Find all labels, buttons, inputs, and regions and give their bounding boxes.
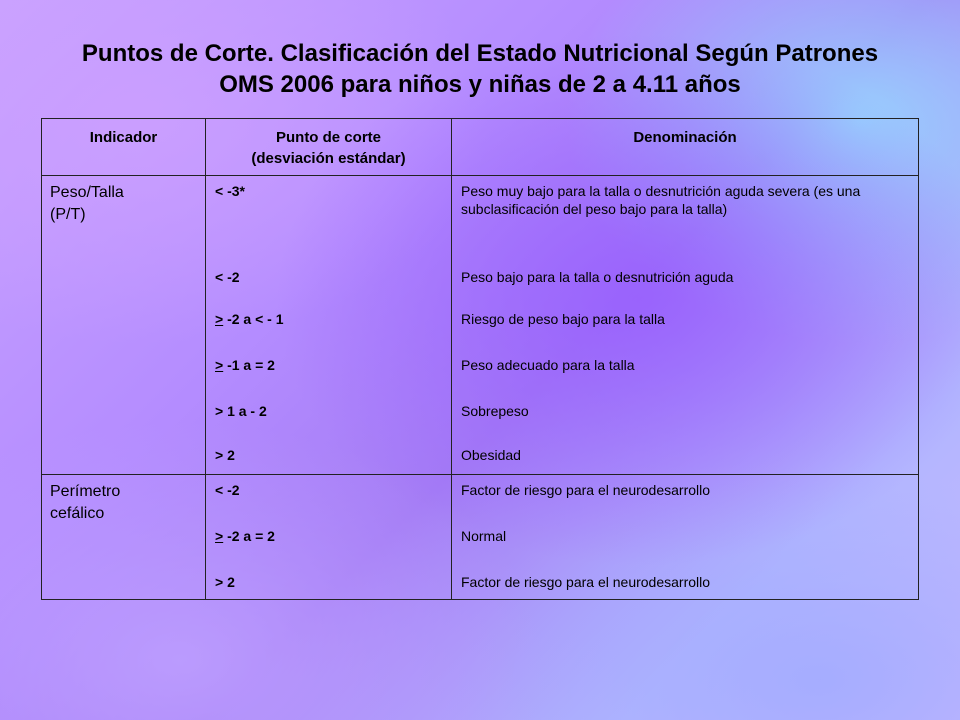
header-cutoff: [206, 119, 452, 176]
cutoff-value: < -2: [215, 482, 240, 498]
nutrition-cutoff-table: [41, 118, 919, 600]
cutoff-value: > 1 a - 2: [215, 403, 267, 419]
cutoff-value: < -3*: [215, 183, 245, 199]
cutoff-value: > 2: [215, 447, 235, 463]
denomination-text: Riesgo de peso bajo para la talla: [461, 311, 665, 327]
cutoff-value-rest: -2 a = 2: [223, 528, 275, 544]
indicator-label: cefálico: [50, 505, 105, 522]
header-denomination: Denominación: [452, 119, 919, 176]
indicator-label: (P/T): [50, 206, 86, 223]
cutoff-value: [215, 310, 442, 356]
cutoff-value: < -2: [215, 269, 240, 285]
header-cutoff-line-2: (desviación estándar): [251, 150, 406, 167]
gte-symbol: >: [215, 357, 224, 373]
gte-symbol: >: [215, 528, 224, 544]
cutoff-value: [215, 527, 442, 573]
cutoff-cell-head-circumference: [206, 475, 452, 600]
cutoff-value-rest: -2 a < - 1: [223, 311, 284, 327]
table-row: [42, 176, 919, 475]
denomination-text: Peso bajo para la talla o desnutrición aguda: [461, 269, 734, 285]
page-title: [0, 38, 960, 100]
indicator-label: Perímetro: [50, 483, 121, 500]
title-line-1: Puntos de Corte. Clasificación del Estado Nutricional Según Patrones: [81, 40, 879, 67]
cutoff-value: [215, 356, 442, 402]
indicator-label: Peso/Talla: [50, 184, 124, 201]
denomination-text: Peso adecuado para la talla: [461, 357, 635, 373]
indicator-cell-head-circumference: [42, 475, 206, 600]
denomination-text: Peso muy bajo para la talla o desnutrición aguda severa (es una subclasificación del peso bajo para la talla): [461, 183, 861, 217]
denomination-text: Obesidad: [461, 447, 521, 463]
cutoff-value: > 2: [215, 574, 235, 590]
cutoff-cell-weight-height: [206, 176, 452, 475]
denomination-text: Factor de riesgo para el neurodesarrollo: [461, 482, 711, 498]
cutoff-value-rest: -1 a = 2: [223, 357, 275, 373]
header-cutoff-line-1: Punto de corte: [275, 129, 381, 146]
denomination-text: Normal: [461, 528, 507, 544]
denomination-cell-weight-height: [452, 176, 919, 475]
table-header-row: [42, 119, 919, 176]
header-indicator: Indicador: [42, 119, 206, 176]
gte-symbol: >: [215, 311, 224, 327]
table-row: [42, 475, 919, 600]
title-line-2: OMS 2006 para niños y niñas de 2 a 4.11 años: [219, 71, 741, 98]
denomination-text: Factor de riesgo para el neurodesarrollo: [461, 574, 711, 590]
denomination-text: Sobrepeso: [461, 403, 529, 419]
denomination-cell-head-circumference: [452, 475, 919, 600]
indicator-cell-weight-height: [42, 176, 206, 475]
